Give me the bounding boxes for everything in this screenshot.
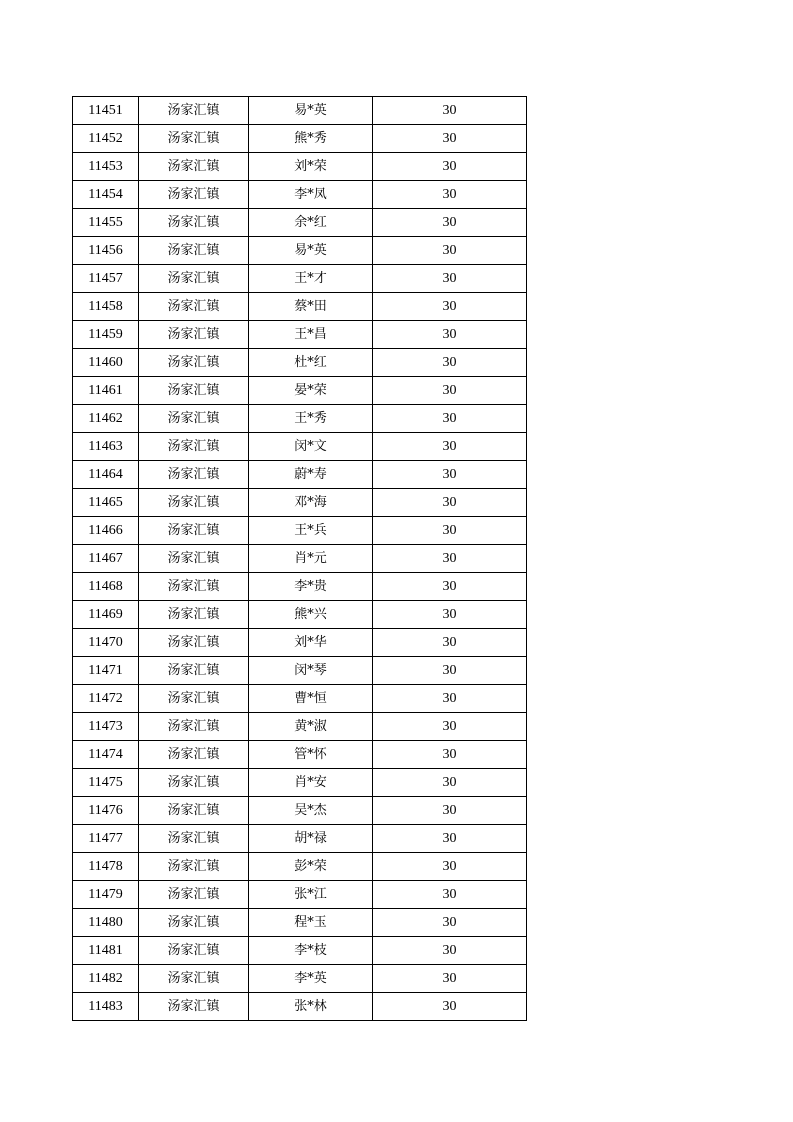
person-name-cell: 张*江 — [249, 881, 373, 909]
row-number-cell: 11475 — [73, 769, 139, 797]
row-number-cell: 11464 — [73, 461, 139, 489]
town-cell: 汤家汇镇 — [139, 97, 249, 125]
person-name-cell: 闵*文 — [249, 433, 373, 461]
row-number-cell: 11462 — [73, 405, 139, 433]
row-number-cell: 11453 — [73, 153, 139, 181]
amount-cell: 30 — [373, 433, 527, 461]
row-number-cell: 11482 — [73, 965, 139, 993]
row-number-cell: 11460 — [73, 349, 139, 377]
table-row — [73, 461, 527, 489]
person-name-cell: 王*才 — [249, 265, 373, 293]
table-row — [73, 685, 527, 713]
person-name-cell: 李*英 — [249, 965, 373, 993]
town-cell: 汤家汇镇 — [139, 909, 249, 937]
amount-cell: 30 — [373, 153, 527, 181]
person-name-cell: 肖*安 — [249, 769, 373, 797]
row-number-cell: 11481 — [73, 937, 139, 965]
person-name-cell: 杜*红 — [249, 349, 373, 377]
person-name-cell: 肖*元 — [249, 545, 373, 573]
town-cell: 汤家汇镇 — [139, 433, 249, 461]
row-number-cell: 11478 — [73, 853, 139, 881]
person-name-cell: 闵*琴 — [249, 657, 373, 685]
row-number-cell: 11480 — [73, 909, 139, 937]
town-cell: 汤家汇镇 — [139, 573, 249, 601]
person-name-cell: 管*怀 — [249, 741, 373, 769]
amount-cell: 30 — [373, 573, 527, 601]
person-name-cell: 张*林 — [249, 993, 373, 1021]
table-row — [73, 601, 527, 629]
person-name-cell: 易*英 — [249, 97, 373, 125]
table-row — [73, 349, 527, 377]
amount-cell: 30 — [373, 181, 527, 209]
table-row — [73, 853, 527, 881]
town-cell: 汤家汇镇 — [139, 629, 249, 657]
person-name-cell: 易*英 — [249, 237, 373, 265]
person-name-cell: 李*枝 — [249, 937, 373, 965]
town-cell: 汤家汇镇 — [139, 153, 249, 181]
person-name-cell: 熊*秀 — [249, 125, 373, 153]
amount-cell: 30 — [373, 349, 527, 377]
person-name-cell: 蔡*田 — [249, 293, 373, 321]
row-number-cell: 11461 — [73, 377, 139, 405]
table-row — [73, 797, 527, 825]
town-cell: 汤家汇镇 — [139, 517, 249, 545]
amount-cell: 30 — [373, 377, 527, 405]
person-name-cell: 王*兵 — [249, 517, 373, 545]
amount-cell: 30 — [373, 741, 527, 769]
amount-cell: 30 — [373, 601, 527, 629]
table-row — [73, 741, 527, 769]
table-row — [73, 293, 527, 321]
table-row — [73, 629, 527, 657]
table-row — [73, 237, 527, 265]
table-row — [73, 433, 527, 461]
town-cell: 汤家汇镇 — [139, 825, 249, 853]
amount-cell: 30 — [373, 853, 527, 881]
town-cell: 汤家汇镇 — [139, 741, 249, 769]
roster-table-body — [73, 97, 527, 1021]
row-number-cell: 11472 — [73, 685, 139, 713]
person-name-cell: 李*凤 — [249, 181, 373, 209]
town-cell: 汤家汇镇 — [139, 489, 249, 517]
row-number-cell: 11463 — [73, 433, 139, 461]
amount-cell: 30 — [373, 685, 527, 713]
town-cell: 汤家汇镇 — [139, 181, 249, 209]
row-number-cell: 11476 — [73, 797, 139, 825]
table-row — [73, 713, 527, 741]
table-row — [73, 181, 527, 209]
row-number-cell: 11456 — [73, 237, 139, 265]
amount-cell: 30 — [373, 405, 527, 433]
town-cell: 汤家汇镇 — [139, 237, 249, 265]
amount-cell: 30 — [373, 797, 527, 825]
town-cell: 汤家汇镇 — [139, 685, 249, 713]
amount-cell: 30 — [373, 237, 527, 265]
row-number-cell: 11455 — [73, 209, 139, 237]
town-cell: 汤家汇镇 — [139, 601, 249, 629]
town-cell: 汤家汇镇 — [139, 405, 249, 433]
table-row — [73, 881, 527, 909]
table-row — [73, 209, 527, 237]
row-number-cell: 11458 — [73, 293, 139, 321]
person-name-cell: 王*秀 — [249, 405, 373, 433]
row-number-cell: 11451 — [73, 97, 139, 125]
amount-cell: 30 — [373, 825, 527, 853]
table-row — [73, 489, 527, 517]
amount-cell: 30 — [373, 937, 527, 965]
person-name-cell: 曹*恒 — [249, 685, 373, 713]
town-cell: 汤家汇镇 — [139, 965, 249, 993]
table-row — [73, 909, 527, 937]
row-number-cell: 11454 — [73, 181, 139, 209]
town-cell: 汤家汇镇 — [139, 461, 249, 489]
table-row — [73, 825, 527, 853]
row-number-cell: 11467 — [73, 545, 139, 573]
amount-cell: 30 — [373, 993, 527, 1021]
town-cell: 汤家汇镇 — [139, 769, 249, 797]
town-cell: 汤家汇镇 — [139, 545, 249, 573]
table-row — [73, 573, 527, 601]
table-row — [73, 153, 527, 181]
person-name-cell: 晏*荣 — [249, 377, 373, 405]
town-cell: 汤家汇镇 — [139, 125, 249, 153]
town-cell: 汤家汇镇 — [139, 377, 249, 405]
town-cell: 汤家汇镇 — [139, 209, 249, 237]
amount-cell: 30 — [373, 209, 527, 237]
amount-cell: 30 — [373, 517, 527, 545]
amount-cell: 30 — [373, 769, 527, 797]
table-row — [73, 377, 527, 405]
amount-cell: 30 — [373, 965, 527, 993]
row-number-cell: 11457 — [73, 265, 139, 293]
town-cell: 汤家汇镇 — [139, 657, 249, 685]
person-name-cell: 胡*禄 — [249, 825, 373, 853]
town-cell: 汤家汇镇 — [139, 321, 249, 349]
amount-cell: 30 — [373, 881, 527, 909]
amount-cell: 30 — [373, 97, 527, 125]
amount-cell: 30 — [373, 489, 527, 517]
row-number-cell: 11468 — [73, 573, 139, 601]
table-row — [73, 657, 527, 685]
amount-cell: 30 — [373, 545, 527, 573]
town-cell: 汤家汇镇 — [139, 293, 249, 321]
amount-cell: 30 — [373, 629, 527, 657]
row-number-cell: 11473 — [73, 713, 139, 741]
person-name-cell: 王*昌 — [249, 321, 373, 349]
amount-cell: 30 — [373, 713, 527, 741]
table-row — [73, 965, 527, 993]
person-name-cell: 李*贵 — [249, 573, 373, 601]
person-name-cell: 程*玉 — [249, 909, 373, 937]
table-row — [73, 769, 527, 797]
amount-cell: 30 — [373, 461, 527, 489]
table-row — [73, 993, 527, 1021]
amount-cell: 30 — [373, 125, 527, 153]
table-row — [73, 125, 527, 153]
town-cell: 汤家汇镇 — [139, 853, 249, 881]
person-name-cell: 黄*淑 — [249, 713, 373, 741]
row-number-cell: 11469 — [73, 601, 139, 629]
amount-cell: 30 — [373, 265, 527, 293]
row-number-cell: 11483 — [73, 993, 139, 1021]
row-number-cell: 11465 — [73, 489, 139, 517]
person-name-cell: 刘*荣 — [249, 153, 373, 181]
row-number-cell: 11452 — [73, 125, 139, 153]
amount-cell: 30 — [373, 909, 527, 937]
table-row — [73, 545, 527, 573]
town-cell: 汤家汇镇 — [139, 881, 249, 909]
table-row — [73, 265, 527, 293]
person-name-cell: 吴*杰 — [249, 797, 373, 825]
town-cell: 汤家汇镇 — [139, 349, 249, 377]
roster-table — [72, 96, 527, 1021]
table-row — [73, 405, 527, 433]
person-name-cell: 余*红 — [249, 209, 373, 237]
person-name-cell: 邓*海 — [249, 489, 373, 517]
town-cell: 汤家汇镇 — [139, 993, 249, 1021]
town-cell: 汤家汇镇 — [139, 713, 249, 741]
amount-cell: 30 — [373, 293, 527, 321]
person-name-cell: 蔚*寿 — [249, 461, 373, 489]
amount-cell: 30 — [373, 321, 527, 349]
row-number-cell: 11474 — [73, 741, 139, 769]
town-cell: 汤家汇镇 — [139, 797, 249, 825]
row-number-cell: 11459 — [73, 321, 139, 349]
row-number-cell: 11470 — [73, 629, 139, 657]
town-cell: 汤家汇镇 — [139, 265, 249, 293]
town-cell: 汤家汇镇 — [139, 937, 249, 965]
row-number-cell: 11479 — [73, 881, 139, 909]
row-number-cell: 11471 — [73, 657, 139, 685]
table-row — [73, 321, 527, 349]
row-number-cell: 11477 — [73, 825, 139, 853]
person-name-cell: 熊*兴 — [249, 601, 373, 629]
table-row — [73, 97, 527, 125]
person-name-cell: 刘*华 — [249, 629, 373, 657]
person-name-cell: 彭*荣 — [249, 853, 373, 881]
row-number-cell: 11466 — [73, 517, 139, 545]
table-row — [73, 937, 527, 965]
table-row — [73, 517, 527, 545]
amount-cell: 30 — [373, 657, 527, 685]
